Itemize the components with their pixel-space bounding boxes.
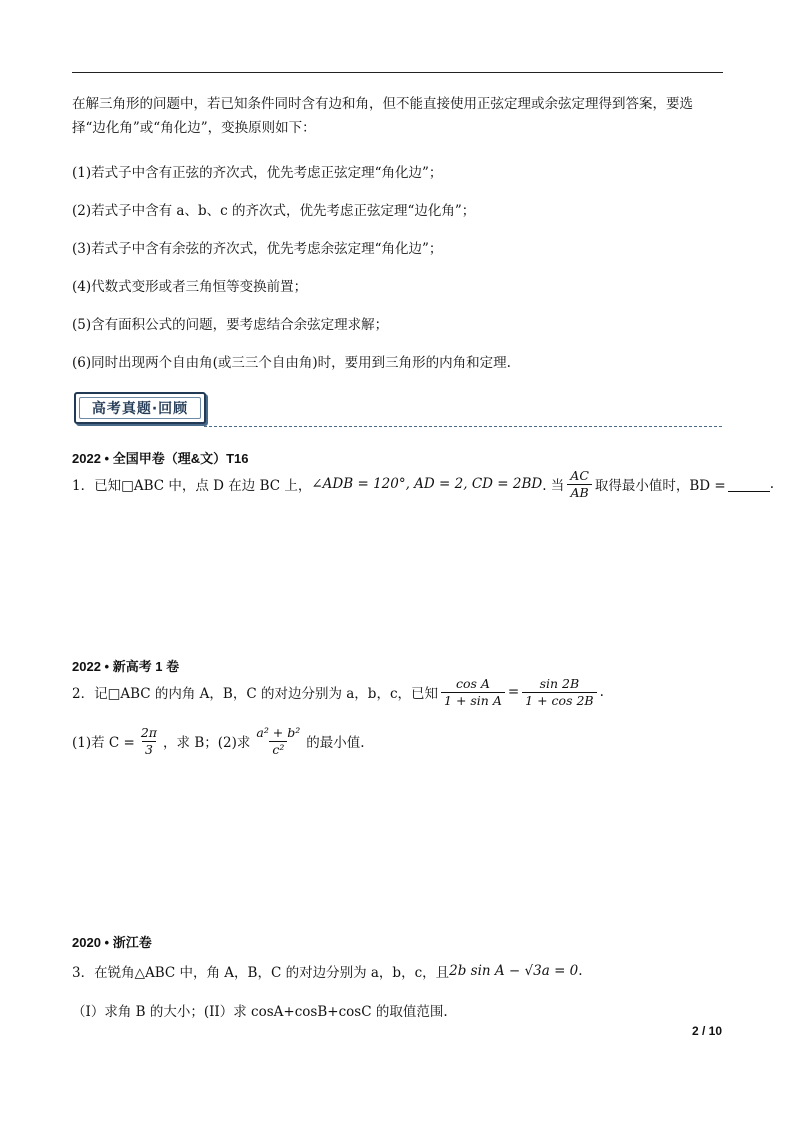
subquestion-2-text: 的最小值. [306,735,365,751]
problem-3-source: 2020 • 浙江卷 [72,935,152,950]
rule-2: (2)若式子中含有 a、b、c 的齐次式，优先考虑正弦定理“边化角”； [72,203,476,219]
fraction-numerator: cos A [455,675,490,691]
problem-1-text-c: 取得最小值时，BD = [594,478,726,494]
subquestion-1-text: (1)若 C = [72,735,135,751]
problem-2-source: 2022 • 新高考 1 卷 [72,659,180,674]
subquestion-1-text-b: ，求 B；(2)求 [163,735,251,751]
rule-1: (1)若式子中含有正弦的齐次式，优先考虑正弦定理“角化边”； [72,165,443,181]
fraction-denominator: c² [269,741,287,758]
problem-2-text-b: . [599,684,604,700]
intro-paragraph [72,92,723,140]
fraction-numerator: a² + b² [256,724,301,740]
fraction-numerator: AC [570,467,589,483]
fraction-numerator: sin 2B [539,675,580,691]
rule-4: (4)代数式变形或者三角恒等变换前置； [72,279,308,295]
equals-sign: = [507,684,520,700]
rule-6: (6)同时出现两个自由角(或三三个自由角)时，要用到三角形的内角和定理. [72,355,511,371]
problem-3 [72,960,583,982]
rule-5: (5)含有面积公式的问题，要考虑结合余弦定理求解； [72,317,389,333]
section-title: 高考真题·回顾 [79,397,201,419]
problem-1-text-a: 1．已知□ABC 中，点 D 在边 BC 上， [72,478,312,494]
fraction-denominator: 1 + sin A [441,692,505,709]
problem-2 [72,674,604,710]
header-rule [72,72,723,73]
problem-1-text-b: . 当 [542,478,565,494]
problem-2-fraction-right [522,676,596,709]
fraction-numerator: 2π [140,724,158,740]
rule-3: (3)若式子中含有余弦的齐次式，优先考虑余弦定理“角化边”； [72,241,443,257]
fraction-denominator: 3 [142,741,156,758]
section-title-box [74,392,206,424]
problem-2-fraction-left [441,676,505,709]
problem-3-subquestions: （I）求角 B 的大小；(II）求 cosA+cosB+cosC 的取值范围. [72,1004,448,1020]
fraction-denominator: AB [567,484,591,501]
page-number: 2 / 10 [691,1024,722,1038]
answer-blank [728,477,770,492]
problem-3-condition: 2b sin A − √3a = 0 [449,963,579,979]
problem-2-text-a: 2．记□ABC 的内角 A，B，C 的对边分别为 a，b，c，已知 [72,686,439,702]
problem-1-condition: ∠ADB = 120°, AD = 2, CD = 2BD [311,476,543,492]
subquestion-2-fraction [253,725,303,758]
section-divider [204,426,722,427]
problem-3-text-b: . [578,963,583,979]
problem-3-text-a: 3．在锐角△ABC 中，角 A，B，C 的对边分别为 a，b，c，且 [72,965,450,981]
problem-1-fraction [567,468,592,501]
problem-1-text-d: . [769,476,775,492]
subquestion-1-fraction [138,725,160,758]
fraction-denominator: 1 + cos 2B [522,692,596,709]
problem-2-subquestions [72,722,365,760]
problem-1-source: 2022 • 全国甲卷（理&文）T16 [72,451,249,466]
problem-1 [72,466,774,502]
intro-line-1: 在解三角形的问题中，若已知条件同时含有边和角，但不能直接使用正弦定理或余弦定理得到答案，要选 [72,96,693,112]
intro-line-2: 择“边化角”或“角化边”，变换原则如下： [72,120,316,136]
